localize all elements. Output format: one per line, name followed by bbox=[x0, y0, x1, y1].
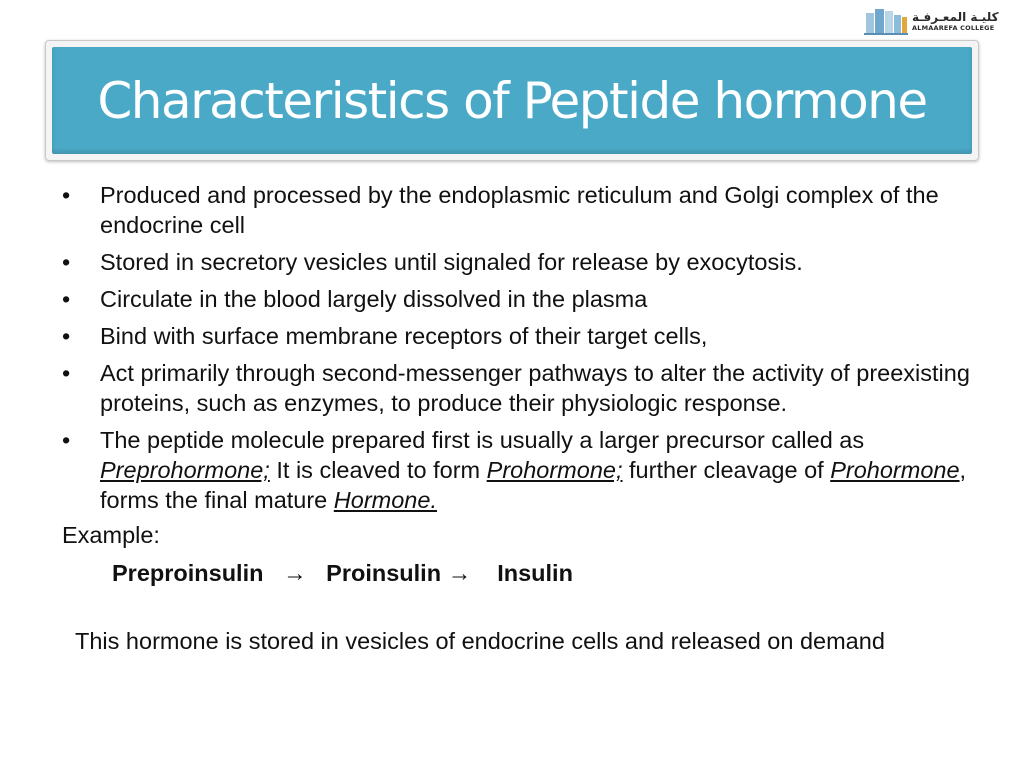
term-prohormone: Prohormone; bbox=[486, 457, 623, 483]
title-frame bbox=[45, 40, 979, 161]
bullet-item bbox=[55, 358, 975, 418]
logo-arabic-text: كليـة المعـرفـة bbox=[912, 9, 999, 24]
term-prohormone-2: Prohormone bbox=[830, 457, 960, 483]
bullet-item bbox=[55, 284, 975, 314]
bullet-dot: • bbox=[62, 323, 71, 349]
bullet-item bbox=[55, 321, 975, 351]
example-label: Example: bbox=[62, 522, 160, 548]
footer-note: This hormone is stored in vesicles of endocrine cells and released on demand bbox=[75, 628, 885, 654]
bullet-text-part: It is cleaved to form bbox=[269, 457, 487, 483]
arrow-right-icon: → bbox=[263, 560, 327, 586]
bullet-text bbox=[100, 427, 966, 513]
arrow-right-icon: → bbox=[441, 560, 498, 586]
bullet-text-part: , forms the final mature bbox=[100, 457, 967, 513]
bullet-text: Produced and processed by the endoplasmic reticulum and Golgi complex of the endocrine cell bbox=[100, 182, 939, 238]
slide-content bbox=[55, 180, 975, 656]
bullet-text: Bind with surface membrane receptors of their target cells, bbox=[100, 323, 708, 349]
bullet-dot: • bbox=[62, 286, 71, 312]
slide-title: Characteristics of Peptide hormone bbox=[97, 71, 927, 130]
term-preprohormone: Preprohormone; bbox=[100, 457, 270, 483]
bullet-item bbox=[55, 425, 975, 515]
bullet-text: Act primarily through second-messenger pathways to alter the activity of preexisting proteins, such as enzymes, to produce their physiologic response. bbox=[100, 360, 970, 416]
bullet-dot: • bbox=[62, 427, 71, 453]
example-step-proinsulin: Proinsulin bbox=[326, 560, 442, 586]
bullet-item bbox=[55, 247, 975, 277]
logo-english-text: ALMAAREFA COLLEGE bbox=[912, 23, 995, 32]
example-step-preproinsulin: Preproinsulin bbox=[112, 560, 264, 586]
bullet-dot: • bbox=[62, 182, 71, 208]
bullet-text-part: further cleavage of bbox=[622, 457, 831, 483]
building-logo-icon bbox=[864, 7, 908, 35]
bullet-text: Stored in secretory vesicles until signaled for release by exocytosis. bbox=[100, 249, 803, 275]
college-logo bbox=[864, 6, 1010, 36]
title-box bbox=[52, 47, 972, 154]
example-step-insulin: Insulin bbox=[497, 560, 573, 586]
term-hormone: Hormone. bbox=[333, 487, 437, 513]
bullet-text: Circulate in the blood largely dissolved in the plasma bbox=[100, 286, 648, 312]
bullet-dot: • bbox=[62, 249, 71, 275]
bullet-item bbox=[55, 180, 975, 240]
bullet-text-part: The peptide molecule prepared first is usually a larger precursor called as bbox=[100, 427, 865, 453]
bullet-list bbox=[55, 180, 975, 515]
bullet-dot: • bbox=[62, 360, 71, 386]
example-sequence bbox=[112, 558, 975, 588]
